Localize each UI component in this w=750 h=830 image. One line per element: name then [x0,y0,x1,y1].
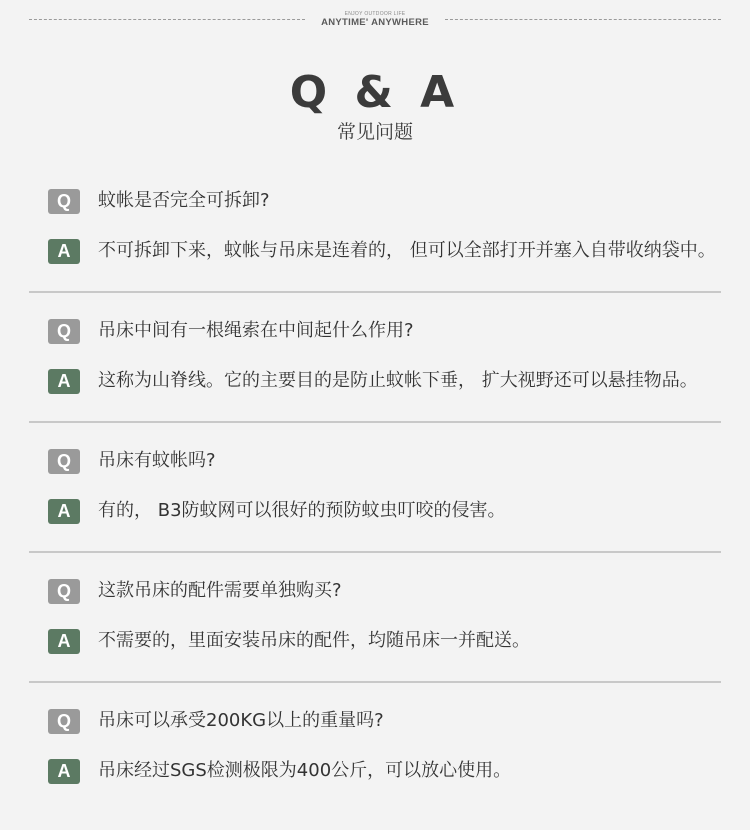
top-banner [0,0,750,40]
faq-item [0,700,750,830]
answer-badge: A [48,369,80,394]
answer-text: 不需要的，里面安装吊床的配件，均随吊床一并配送。 [98,630,530,651]
divider [29,291,721,293]
answer-badge: A [48,239,80,264]
question-text: 吊床中间有一根绳索在中间起什么作用? [98,320,414,341]
answer-badge: A [48,759,80,784]
answer-row [48,758,511,784]
faq-item [0,310,750,440]
answer-text: 有的， B3防蚊网可以很好的预防蚊虫叮咬的侵害。 [98,500,506,521]
question-text: 这款吊床的配件需要单独购买? [98,580,342,601]
faq-item [0,440,750,570]
question-badge: Q [48,709,80,734]
divider [29,421,721,423]
answer-text: 这称为山脊线。它的主要目的是防止蚊帐下垂， 扩大视野还可以悬挂物品。 [98,370,698,391]
question-row [48,578,342,604]
title-block [0,68,750,146]
question-badge: Q [48,189,80,214]
question-text: 吊床可以承受200KG以上的重量吗? [98,710,384,731]
faq-item [0,570,750,700]
page-title: Q & A [289,67,461,118]
question-text: 蚊帐是否完全可拆卸? [98,190,270,211]
question-row [48,708,384,734]
brand-tagline: ENJOY OUTDOOR LIFE [344,11,406,17]
answer-badge: A [48,499,80,524]
answer-text: 吊床经过SGS检测极限为400公斤，可以放心使用。 [98,760,512,781]
divider [29,551,721,553]
brand-name: ANYTIME' ANYWHERE [321,17,429,28]
answer-text: 不可拆卸下来，蚊帐与吊床是连着的， 但可以全部打开并塞入自带收纳袋中。 [98,240,716,261]
question-badge: Q [48,319,80,344]
answer-row [48,238,716,264]
faq-list [0,180,750,830]
question-row [48,188,270,214]
left-dashed-rule [29,19,305,20]
faq-item [0,180,750,310]
answer-badge: A [48,629,80,654]
question-row [48,318,414,344]
answer-row [48,498,506,524]
right-dashed-rule [445,19,721,20]
question-badge: Q [48,579,80,604]
page-subtitle: 常见问题 [336,121,413,143]
question-badge: Q [48,449,80,474]
question-row [48,448,216,474]
answer-row [48,368,698,394]
answer-row [48,628,530,654]
question-text: 吊床有蚊帐吗? [98,450,216,471]
brand-logo [305,11,445,29]
divider [29,681,721,683]
